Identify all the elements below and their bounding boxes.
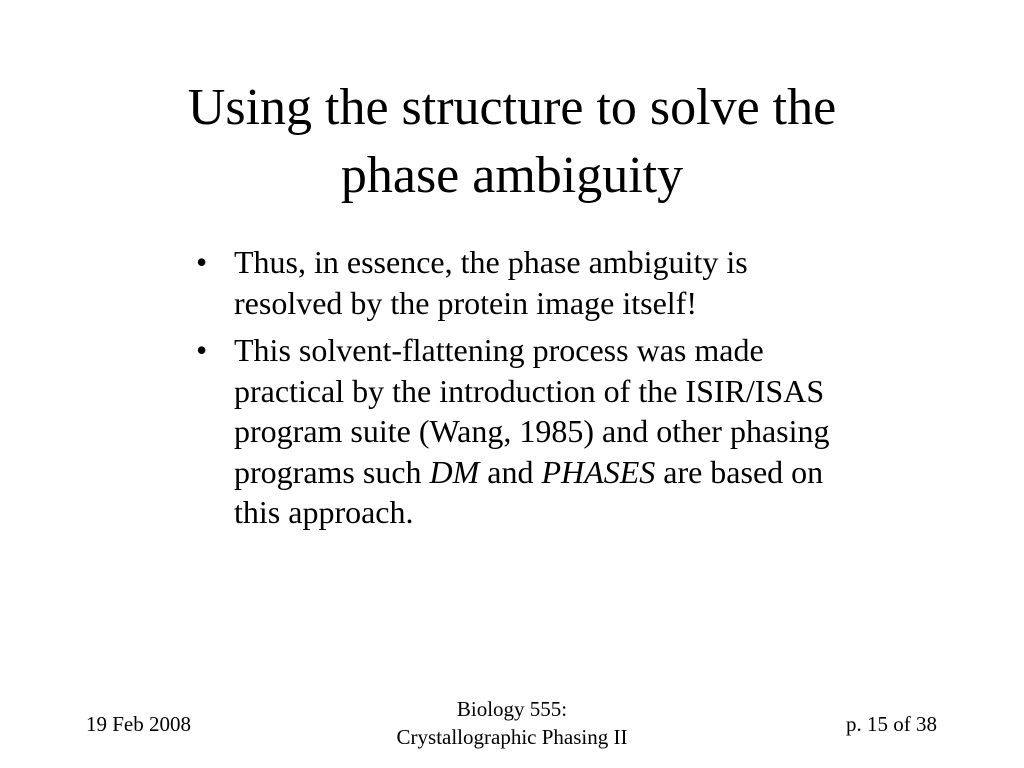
bullet-item	[196, 330, 836, 533]
footer-date: 19 Feb 2008	[86, 712, 191, 736]
slide-title	[0, 74, 1024, 210]
bullet-text: Thus, in essence, the phase ambiguity is resolved by the protein image itself!	[234, 244, 748, 321]
bullet-list	[196, 242, 836, 540]
bullet-item	[196, 242, 836, 323]
bullet-text-part: and	[479, 453, 542, 490]
bullet-text-part: This solvent-flattening process was made practical by the introduction of the ISIR/ISAS program suite (Wang, 1985) and other phasing programs such	[234, 332, 830, 490]
program-name-phases: PHASES	[541, 453, 656, 490]
slide-title-line-1: Using the structure to solve the	[187, 79, 837, 136]
footer-course-line-2: Crystallographic Phasing II	[396, 725, 628, 749]
bullet-marker: •	[196, 244, 208, 280]
program-name-dm: DM	[429, 453, 480, 490]
slide-title-line-2: phase ambiguity	[340, 147, 684, 204]
footer-page-number: p. 15 of 38	[846, 712, 937, 736]
bullet-text	[234, 332, 830, 530]
bullet-marker: •	[196, 332, 208, 368]
footer-course-line-1: Biology 555:	[456, 697, 568, 721]
bullet-text-part: are based on this approach.	[234, 453, 824, 530]
